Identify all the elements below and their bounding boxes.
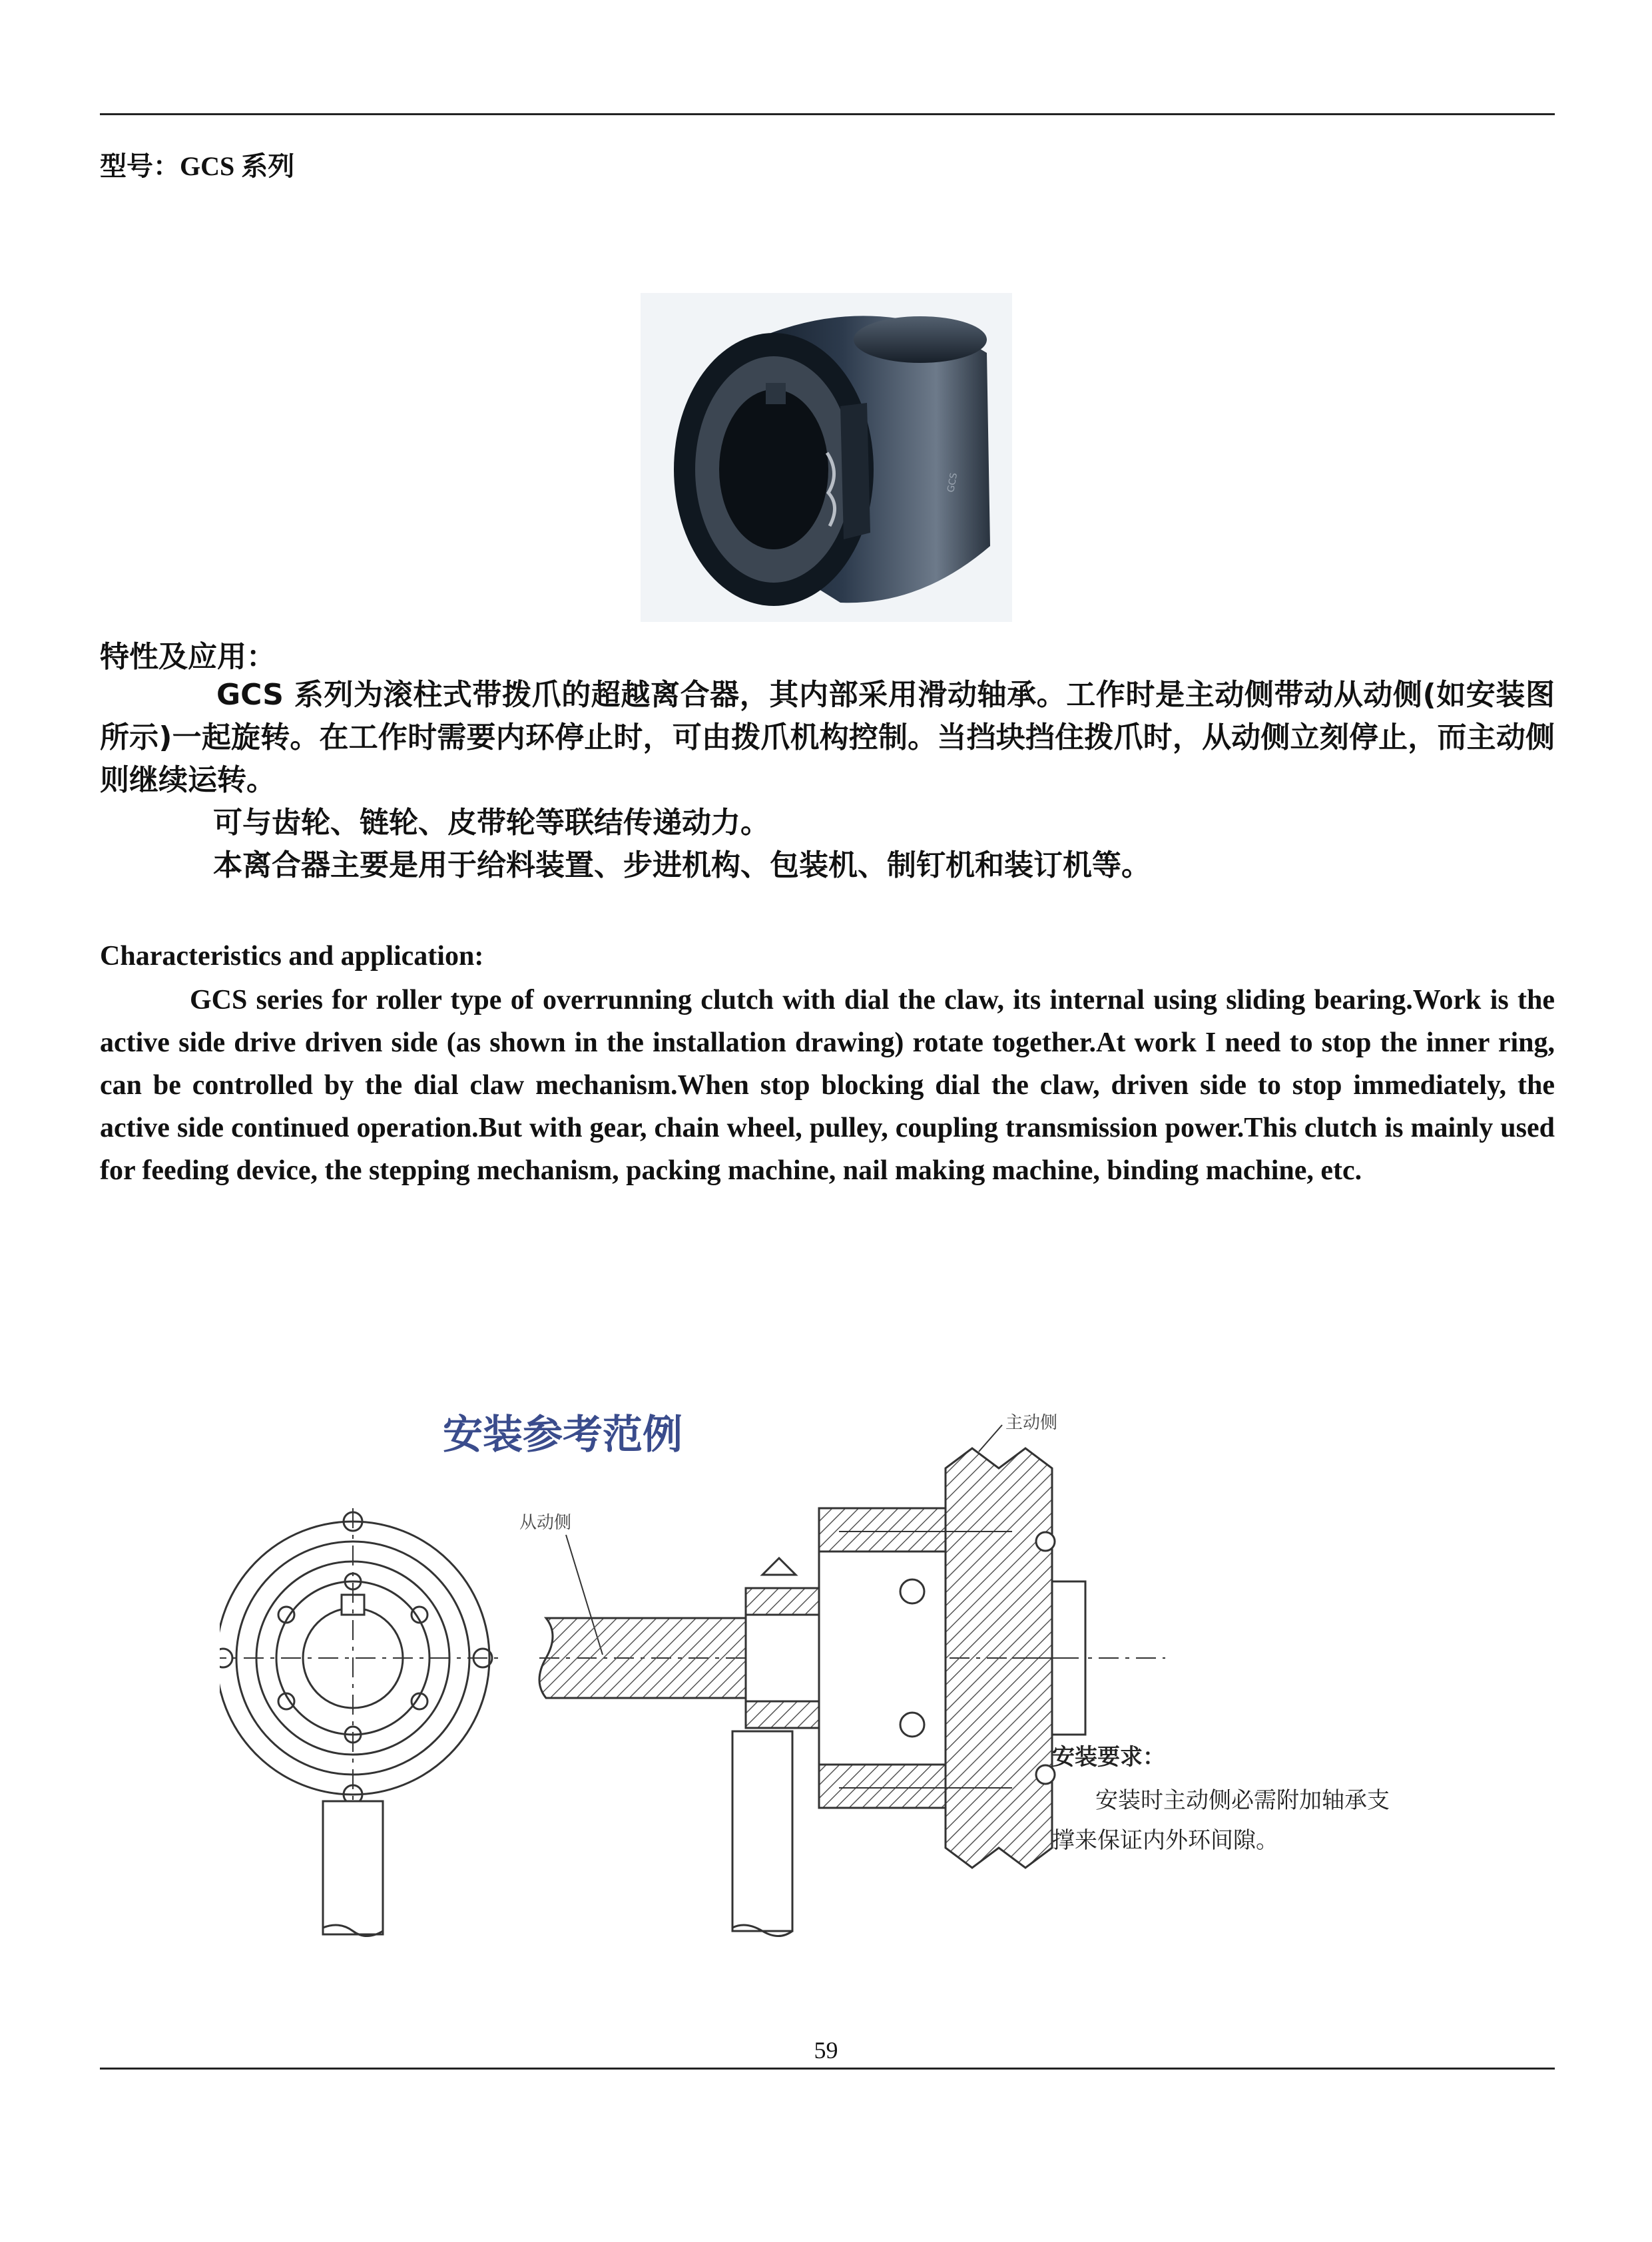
pulley-bolt-top <box>1036 1532 1055 1551</box>
svg-text:GCS: GCS <box>946 471 960 493</box>
driving-side-leader <box>979 1425 1002 1452</box>
top-rule <box>100 113 1555 115</box>
clutch-top-face <box>854 316 987 363</box>
features-body <box>100 674 1555 887</box>
claw-block <box>840 403 870 539</box>
driving-side-label: 主动侧 <box>1005 1413 1058 1433</box>
model-title: 型号：GCS 系列 <box>100 151 295 181</box>
outer-ring <box>819 1508 946 1808</box>
front-view <box>220 1508 499 1936</box>
drawing-title: 安装参考范例 <box>443 1412 683 1458</box>
section-view <box>539 1448 1165 1936</box>
features-paragraph-1: GCS 系列为滚柱式带拨爪的超越离合器，其内部采用滑动轴承。工作时是主动侧带动从动侧(如安装图所示)一起旋转。在工作时需要内环停止时，可由拨爪机构控制。当挡块挡住拨爪时，从动侧立刻停止，而主动侧则继续运转。 <box>100 678 1555 797</box>
outer-ring-bottom-hatch <box>819 1765 946 1808</box>
claw-tip <box>762 1558 796 1575</box>
inner-ring-top-hatch <box>746 1588 819 1615</box>
features-paragraph-2: 可与齿轮、链轮、皮带轮等联结传递动力。 <box>213 806 770 840</box>
features-heading: 特性及应用： <box>100 640 276 674</box>
features-paragraph-3: 本离合器主要是用于给料装置、步进机构、包装机、制钉机和装订机等。 <box>213 848 1151 882</box>
requirement-line-2: 撑来保证内外环间隙。 <box>1052 1827 1278 1854</box>
characteristics-heading: Characteristics and application: <box>100 941 484 972</box>
bottom-rule <box>100 2068 1555 2070</box>
requirement-title: 安装要求： <box>1052 1744 1165 1771</box>
driven-shaft <box>539 1618 746 1698</box>
characteristics-body <box>100 979 1555 1192</box>
characteristics-paragraph: GCS series for roller type of overrunning clutch with dial the claw, its internal using sliding bearing.Work is the active side drive driven side (as shown in the installation drawing) rotate together.At work I need to stop the inner ring, can be controlled by the dial claw mechanism.When stop blocking dial the claw, driven side to stop immediately, the active side continued operation.But with gear, chain wheel, pulley, coupling transmission power.This clutch is mainly used for feeding device, the stepping mechanism, packing machine, nail making machine, binding machine, etc. <box>100 985 1555 1186</box>
installation-drawing <box>220 1395 1518 1948</box>
requirement-line-1: 安装时主动侧必需附加轴承支 <box>1095 1787 1390 1814</box>
section-claw-arm <box>732 1731 792 1931</box>
inner-ring-bottom-hatch <box>746 1701 819 1728</box>
roller-top <box>900 1579 924 1603</box>
driven-side-label: 从动侧 <box>519 1513 572 1533</box>
product-photo <box>641 293 1012 622</box>
front-claw-arm <box>323 1801 383 1934</box>
roller-bottom <box>900 1713 924 1737</box>
outer-ring-top-hatch <box>819 1508 946 1551</box>
keyway <box>766 383 786 404</box>
clutch-bore <box>719 390 828 549</box>
page-number: 59 <box>814 2037 838 2064</box>
